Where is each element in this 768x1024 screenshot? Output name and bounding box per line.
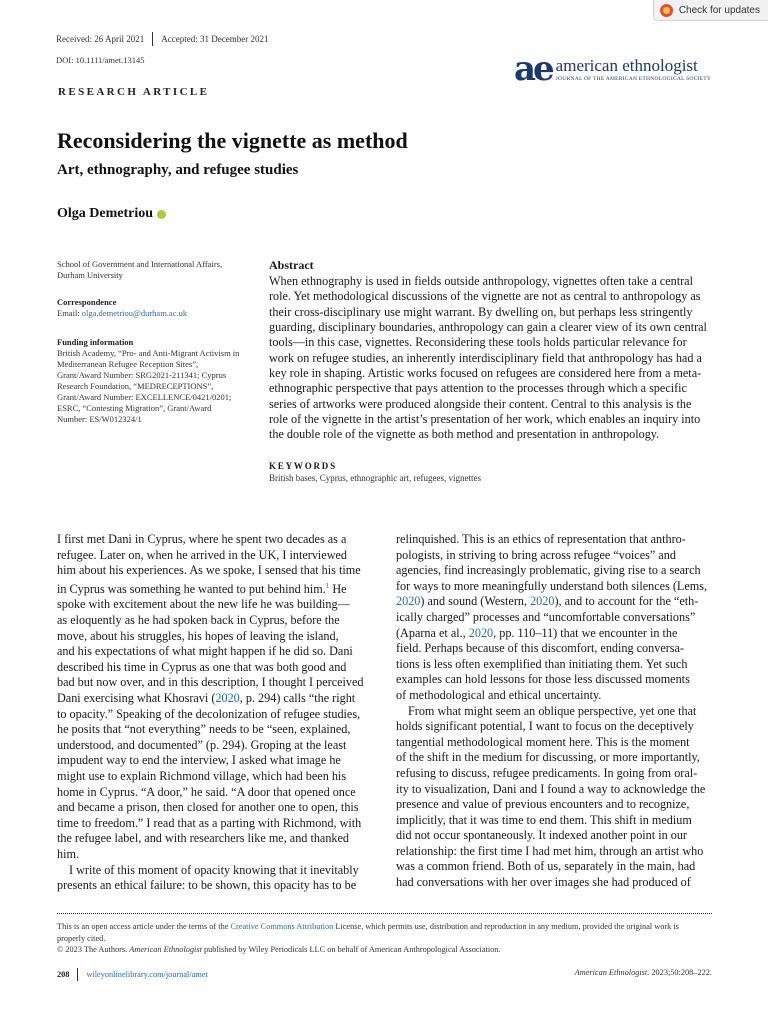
body-column-left — [57, 532, 375, 894]
body-line: refusing to discuss, refugee predicaments. In going from oral- — [396, 765, 698, 780]
body-line — [57, 579, 375, 598]
body-line: might use to explain Richmond village, which had been his — [57, 768, 347, 783]
license-text: License, which permits use, distribution and reproduction in any medium, provided the original work is — [333, 922, 679, 931]
body-line: was a common friend. Both of us, separately in the main, had — [396, 859, 696, 874]
body-line: of the shift in the medium for discussing, or more importantly, — [396, 750, 700, 765]
body-line: tions is less often exemplified than initiating them. Yet such — [396, 656, 688, 671]
body-line: understood, and documented” (p. 294). Groping at the least — [57, 737, 347, 752]
doi: DOI: 10.1111/amet.13145 — [56, 55, 145, 65]
page-number: 208 — [57, 970, 70, 979]
body-text: (Aparna et al., — [396, 625, 469, 640]
abstract-line: role of the vignette in the artist’s presentation of her work, which enables an inquiry into — [269, 412, 701, 427]
body-line: did not occur spontaneously. It indexed another point in our — [396, 828, 687, 843]
keywords — [269, 461, 713, 483]
body-line: bad but now over, and in this description, I thought I perceived — [57, 675, 364, 690]
body-line: field. Perhaps because of this discomfort, ending conversa- — [396, 641, 685, 656]
page-footer — [57, 968, 712, 981]
body-line: holds significant potential, I want to focus on the deceptively — [396, 719, 694, 734]
license-note — [57, 921, 713, 956]
abstract-line: role. Yet methodological discussions of the vignette are not as central to anthropology as — [269, 289, 701, 304]
keywords-heading: KEYWORDS — [269, 461, 337, 471]
citation-link[interactable]: 2020 — [530, 594, 555, 609]
body-text: ) and sound (Western, — [420, 594, 531, 609]
funding-line: Grant/Award Number: SRG2021-211341; Cyprus — [57, 370, 227, 380]
body-line: From what might seem an oblique perspective, yet one that — [408, 703, 697, 718]
article-subtitle: Art, ethnography, and refugee studies — [57, 162, 299, 178]
citation-text: 2023;50:208–222. — [649, 968, 712, 977]
abstract-line: ethnographic perspective that pays attention to the processes through which a specific — [269, 381, 687, 396]
body-line: I first met Dani in Cyprus, where he spent two decades as a — [57, 532, 347, 546]
abstract-line: series of artworks were produced alongside their content. Central to this analysis is the — [269, 396, 692, 411]
body-line: implicitly, that it was time to end them. This shift in medium — [396, 812, 692, 827]
body-line: time to freedom.” I read that as a parting with Richmond, with — [57, 815, 362, 830]
funding-information — [57, 337, 252, 425]
abstract — [269, 258, 713, 443]
crossmark-icon — [660, 4, 673, 17]
keywords-list: British bases, Cyprus, ethnographic art, refugees, vignettes — [269, 473, 481, 483]
funding-line: Number: ES/W012324/1 — [57, 414, 142, 424]
author — [57, 206, 166, 222]
journal-name: american ethnologist — [555, 55, 698, 75]
copyright-text: © 2023 The Authors. — [57, 945, 130, 954]
abstract-body — [269, 274, 713, 443]
funding-line: Grant/Award Number: EXCELLENCE/0421/0201; — [57, 392, 232, 402]
body-line: home in Cyprus. “A door,” he said. “A door that opened once — [57, 784, 356, 799]
body-line: move, about his struggles, his hopes of leaving the island, — [57, 628, 339, 643]
copyright-journal: American Ethnologist — [129, 945, 202, 954]
body-line: had conversations with her over images she had produced of — [396, 875, 691, 890]
email-prefix: Email: — [57, 308, 82, 318]
license-line — [57, 921, 713, 933]
body-line: and his expectations of what might happen if he did so. Dani — [57, 644, 353, 659]
body-text: Dani exercising what Khosravi ( — [57, 691, 216, 705]
correspondence — [57, 297, 252, 319]
journal-subtitle: JOURNAL OF THE AMERICAN ETHNOLOGICAL SOCIETY — [555, 75, 712, 82]
body-line: and became a prison, then closed for another one to open, this — [57, 800, 359, 815]
copyright-line — [57, 944, 713, 956]
body-line: examples can hold lessons for those less discussed moments — [396, 672, 690, 687]
journal-url-link[interactable]: wileyonlinelibrary.com/journal/amet — [86, 970, 208, 979]
citation-journal: American Ethnologist. — [574, 968, 650, 977]
abstract-line: the double role of the vignette as both method and presentation in anthropology. — [269, 427, 660, 442]
body-line: for ways to more meaningfully understand both silences (Lems, — [396, 578, 708, 593]
body-line: as eloquently as he had spoken back in Cyprus, before the — [57, 613, 340, 628]
body-text: in Cyprus was something he wanted to put behind him. — [57, 581, 326, 596]
correspondence-label: Correspondence — [57, 297, 117, 307]
body-line: described his time in Cyprus as one that was both good and — [57, 659, 347, 674]
article-title: Reconsidering the vignette as method — [57, 128, 408, 153]
abstract-heading: Abstract — [269, 258, 314, 272]
license-text: This is an open access article under the terms of the — [57, 922, 231, 931]
citation — [575, 968, 712, 977]
citation-link[interactable]: 2020 — [215, 691, 240, 705]
abstract-line: When ethnography is used in fields outside anthropology, vignettes often take a central — [269, 274, 693, 288]
license-line: properly cited. — [57, 933, 106, 943]
abstract-line: work on refugee studies, an inherently interdisciplinary field that anthropology has had a — [269, 350, 702, 365]
funding-line: Research Foundation, “MEDRECEPTIONS”, — [57, 381, 214, 391]
abstract-line: key role in shaping. Artistic works focused on refugees are considered here from a meta- — [269, 366, 702, 381]
license-link[interactable]: Creative Commons Attribution — [230, 922, 334, 931]
body-text: ), and to account for the “eth- — [554, 594, 699, 609]
author-name: Olga Demetriou — [57, 206, 154, 221]
check-for-updates-button[interactable] — [653, 0, 768, 21]
body-line: ity to visualization, Dani and I found a way to acknowledge the — [396, 781, 706, 796]
body-column-right — [396, 532, 714, 891]
body-line — [57, 691, 375, 707]
dates-row — [56, 32, 268, 46]
body-line: impudent way to end the interview, I asked what image he — [57, 753, 341, 768]
email-line — [57, 308, 252, 319]
journal-logo — [514, 49, 712, 89]
abstract-line: guarding, disciplinary boundaries, anthropology can gain a clearer view of its own central — [269, 320, 707, 335]
body-line: him. — [57, 846, 80, 861]
body-line: him about his experiences. As we spoke, I sensed that his time — [57, 563, 361, 578]
email-link[interactable]: olga.demetriou@durham.ac.uk — [81, 308, 188, 318]
body-line: agencies, find increasingly problematic, giving rise to a search — [396, 563, 701, 578]
journal-logo-mark: ae — [514, 49, 552, 89]
funding-label: Funding information — [57, 337, 134, 347]
citation-link[interactable]: 2020 — [468, 625, 494, 640]
abstract-line: their cross-disciplinary use might warrant. By dwelling on, but perhaps less stringently — [269, 304, 693, 319]
funding-line: Mediterranean Refugee Reception Sites”, — [57, 359, 199, 369]
body-line: to opacity.” Speaking of the decolonization of refugee studies, — [57, 706, 361, 721]
body-line: refugee. Later on, when he arrived in the UK, I interviewed — [57, 547, 348, 562]
body-line: presents an ethical failure: to be shown, this opacity has to be — [57, 878, 357, 893]
body-text: , p. 294) calls “the right — [239, 691, 356, 705]
citation-link[interactable]: 2020 — [396, 594, 421, 609]
body-line: tangential methodological moment here. This is the moment — [396, 734, 690, 749]
divider — [152, 32, 153, 46]
footer-divider — [57, 913, 712, 914]
orcid-icon[interactable] — [157, 210, 166, 219]
copyright-text: published by Wiley Periodicals LLC on behalf of American Anthropological Association. — [201, 945, 501, 954]
body-line: he posits that “not everything” needs to be “seen, explained, — [57, 722, 351, 737]
body-line: relationship: the first time I had met him, through an artist who — [396, 843, 704, 858]
section-label: RESEARCH ARTICLE — [58, 86, 210, 98]
funding-line: British Academy, “Pro- and Anti-Migrant Activism in — [57, 348, 240, 358]
accepted-date: Accepted: 31 December 2021 — [161, 34, 269, 44]
body-line: spoke with excitement about the new life he was building— — [57, 597, 350, 612]
body-line: pologists, in striving to bring across refugee “voices” and — [396, 547, 676, 562]
body-line: I write of this moment of opacity knowing that it inevitably — [69, 862, 359, 877]
abstract-line: tools—in this case, vignettes. Reconsidering these tools holds particular relevance for — [269, 335, 687, 350]
funding-line: ESRC, “Contesting Migration”, Grant/Award — [57, 403, 212, 413]
body-line — [396, 626, 714, 642]
affiliation-line: School of Government and International Affairs, — [57, 259, 223, 269]
affiliation — [57, 259, 252, 281]
body-line: the refugee label, and with researchers like me, and thanked — [57, 831, 350, 846]
body-line: presence and value of previous encounters and to recognize, — [396, 797, 690, 812]
footnote-link[interactable]: 1 — [325, 581, 330, 590]
body-text: , pp. 110–11) that we encounter in the — [493, 625, 678, 640]
body-text: He — [329, 581, 347, 596]
affiliation-line: Durham University — [57, 270, 123, 280]
body-line: ically charged” processes and “uncomfortable conversations” — [396, 609, 696, 624]
body-line: of methodological and ethical uncertainty. — [396, 687, 602, 702]
check-for-updates-label: Check for updates — [678, 4, 760, 16]
received-date: Received: 26 April 2021 — [56, 34, 145, 44]
body-line: relinquished. This is an ethics of representation that anthro- — [396, 532, 686, 546]
body-line — [396, 594, 714, 610]
divider — [77, 968, 78, 981]
